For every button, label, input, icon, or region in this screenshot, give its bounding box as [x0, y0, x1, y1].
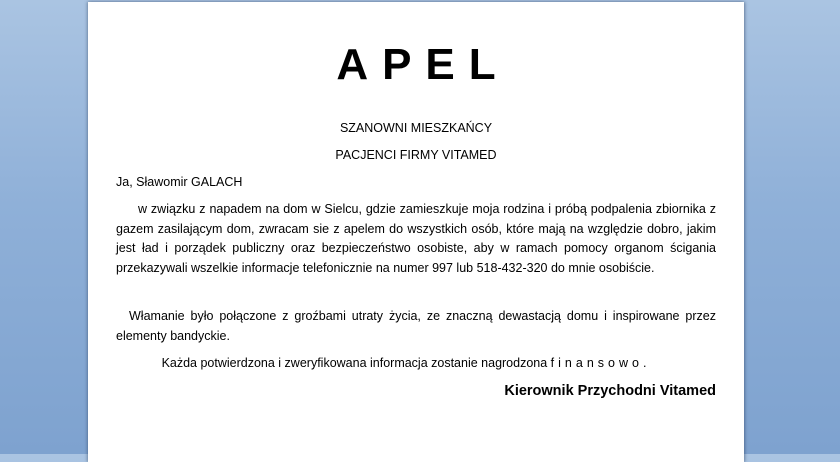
reward-line	[88, 356, 744, 370]
signature: Kierownik Przychodni Vitamed	[504, 383, 716, 399]
paragraph-appeal: w związku z napadem na dom w Sielcu, gdzie zamieszkuje moja rodzina i próbą podpalenia zbiornika z gazem zasilającym dom, zwracam sie z apelem do wszystkich osób, które mają na względzie dobro, jakim jest ład i porządek publiczny oraz bezpieczeństwo osobiste, aby w ramach pomocy organom ścigania przekazywali wszelkie informacje telefonicznie na numer 997 lub 518-432-320 do mnie osobiście.	[116, 202, 716, 275]
greeting: Ja, Sławomir GALACH	[116, 175, 243, 189]
reward-emphasis: finansowo.	[550, 356, 651, 370]
reward-text: Każda potwierdzona i zweryfikowana informacja zostanie nagrodzona	[161, 356, 551, 370]
document-page	[88, 2, 744, 462]
document-title: APEL	[336, 40, 510, 89]
heading-residents: SZANOWNI MIESZKAŃCY	[339, 121, 493, 135]
heading-patients: PACJENCI FIRMY VITAMED	[335, 148, 497, 162]
paragraph-burglary: Włamanie było połączone z groźbami utraty życia, ze znaczną dewastacją domu i inspirowane przez elementy bandyckie.	[116, 309, 716, 343]
